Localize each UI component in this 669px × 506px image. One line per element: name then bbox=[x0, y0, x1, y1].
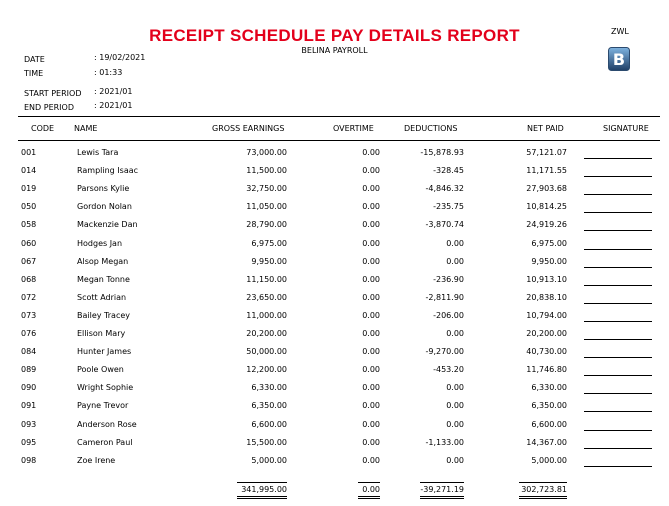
row-net: 20,200.00 bbox=[526, 329, 567, 338]
row-name: Poole Owen bbox=[77, 365, 124, 375]
start-period-value: : 2021/01 bbox=[94, 87, 133, 96]
row-deductions: -1,133.00 bbox=[425, 437, 464, 447]
row-code: 073 bbox=[21, 310, 37, 320]
date-label: DATE bbox=[24, 55, 45, 64]
total-gross-underline-2 bbox=[237, 498, 287, 499]
row-code: 001 bbox=[21, 148, 37, 157]
signature-line bbox=[584, 321, 652, 322]
total-overtime-underline-2 bbox=[358, 498, 380, 499]
row-deductions: 0.00 bbox=[446, 238, 464, 248]
row-code: 098 bbox=[21, 455, 37, 465]
row-name: Hunter James bbox=[77, 347, 132, 357]
table-row bbox=[0, 239, 669, 257]
table-row bbox=[0, 166, 669, 184]
total-gross-rule bbox=[237, 482, 287, 483]
signature-line bbox=[584, 339, 652, 340]
row-deductions: 0.00 bbox=[446, 329, 464, 338]
row-name: Zoe Irene bbox=[77, 455, 116, 465]
col-header-deductions: DEDUCTIONS bbox=[404, 124, 458, 133]
row-overtime: 0.00 bbox=[362, 437, 380, 447]
row-overtime: 0.00 bbox=[362, 256, 380, 266]
row-deductions: 0.00 bbox=[446, 401, 464, 411]
table-row bbox=[0, 202, 669, 220]
logo-letter: B bbox=[612, 50, 626, 69]
table-row bbox=[0, 365, 669, 383]
total-overtime: 0.00 bbox=[362, 485, 380, 494]
row-deductions: -236.90 bbox=[433, 274, 464, 284]
signature-line bbox=[584, 212, 652, 213]
row-name: Anderson Rose bbox=[77, 419, 137, 429]
signature-line bbox=[584, 267, 652, 268]
date-value: : 19/02/2021 bbox=[94, 53, 146, 62]
row-code: 067 bbox=[21, 256, 37, 266]
row-name: Megan Tonne bbox=[77, 274, 130, 284]
row-deductions: -2,811.90 bbox=[425, 292, 464, 302]
row-gross: 11,050.00 bbox=[246, 202, 287, 212]
row-net: 9,950.00 bbox=[531, 256, 567, 266]
row-net: 6,330.00 bbox=[531, 383, 567, 393]
row-name: Ellison Mary bbox=[77, 329, 126, 338]
row-name: Payne Trevor bbox=[77, 401, 129, 411]
row-gross: 15,500.00 bbox=[246, 437, 287, 447]
total-deductions-underline-1 bbox=[420, 496, 464, 497]
row-code: 090 bbox=[21, 383, 37, 393]
row-net: 11,746.80 bbox=[526, 365, 567, 375]
row-code: 076 bbox=[21, 329, 37, 338]
row-net: 14,367.00 bbox=[526, 437, 567, 447]
total-net: 302,723.81 bbox=[521, 485, 567, 494]
row-gross: 6,975.00 bbox=[251, 238, 287, 248]
end-period-label: END PERIOD bbox=[24, 103, 74, 112]
row-net: 5,000.00 bbox=[531, 455, 567, 465]
currency-label: ZWL bbox=[611, 27, 629, 36]
row-overtime: 0.00 bbox=[362, 401, 380, 411]
row-gross: 5,000.00 bbox=[251, 455, 287, 465]
row-gross: 73,000.00 bbox=[246, 148, 287, 157]
table-row bbox=[0, 329, 669, 347]
col-header-gross: GROSS EARNINGS bbox=[212, 124, 285, 133]
table-row bbox=[0, 184, 669, 202]
row-net: 20,838.10 bbox=[526, 292, 567, 302]
row-gross: 32,750.00 bbox=[246, 184, 287, 194]
row-deductions: 0.00 bbox=[446, 455, 464, 465]
header-top-rule bbox=[18, 116, 660, 117]
row-deductions: -9,270.00 bbox=[425, 347, 464, 357]
row-deductions: 0.00 bbox=[446, 383, 464, 393]
col-header-name: NAME bbox=[74, 124, 98, 133]
row-code: 084 bbox=[21, 347, 37, 357]
row-code: 060 bbox=[21, 238, 37, 248]
row-overtime: 0.00 bbox=[362, 184, 380, 194]
total-net-underline-1 bbox=[519, 496, 567, 497]
total-gross: 341,995.00 bbox=[241, 485, 287, 494]
row-name: Rampling Isaac bbox=[77, 166, 139, 176]
row-name: Parsons Kylie bbox=[77, 184, 130, 194]
row-gross: 11,000.00 bbox=[246, 310, 287, 320]
signature-line bbox=[584, 393, 652, 394]
signature-line bbox=[584, 411, 652, 412]
signature-line bbox=[584, 285, 652, 286]
row-deductions: -453.20 bbox=[433, 365, 464, 375]
total-overtime-underline-1 bbox=[358, 496, 380, 497]
row-gross: 28,790.00 bbox=[246, 220, 287, 230]
row-name: Bailey Tracey bbox=[77, 310, 130, 320]
row-overtime: 0.00 bbox=[362, 419, 380, 429]
row-overtime: 0.00 bbox=[362, 292, 380, 302]
row-name: Alsop Megan bbox=[77, 256, 129, 266]
table-row bbox=[0, 383, 669, 401]
row-code: 089 bbox=[21, 365, 37, 375]
row-net: 10,913.10 bbox=[526, 274, 567, 284]
row-net: 40,730.00 bbox=[526, 347, 567, 357]
total-deductions-rule bbox=[420, 482, 464, 483]
row-overtime: 0.00 bbox=[362, 329, 380, 338]
row-deductions: 0.00 bbox=[446, 419, 464, 429]
table-row bbox=[0, 311, 669, 329]
row-overtime: 0.00 bbox=[362, 166, 380, 176]
row-overtime: 0.00 bbox=[362, 238, 380, 248]
table-row bbox=[0, 420, 669, 438]
row-code: 093 bbox=[21, 419, 37, 429]
row-code: 068 bbox=[21, 274, 37, 284]
row-name: Mackenzie Dan bbox=[77, 220, 138, 230]
row-code: 095 bbox=[21, 437, 37, 447]
signature-line bbox=[584, 303, 652, 304]
signature-line bbox=[584, 176, 652, 177]
col-header-net: NET PAID bbox=[527, 124, 564, 133]
table-row bbox=[0, 293, 669, 311]
table-row bbox=[0, 456, 669, 474]
row-net: 6,975.00 bbox=[531, 238, 567, 248]
total-overtime-rule bbox=[358, 482, 380, 483]
row-name: Hodges Jan bbox=[77, 238, 123, 248]
row-deductions: -235.75 bbox=[433, 202, 464, 212]
row-deductions: -4,846.32 bbox=[425, 184, 464, 194]
table-row bbox=[0, 438, 669, 456]
row-gross: 23,650.00 bbox=[246, 292, 287, 302]
row-deductions: -3,870.74 bbox=[425, 220, 464, 230]
row-net: 10,794.00 bbox=[526, 310, 567, 320]
row-overtime: 0.00 bbox=[362, 365, 380, 375]
row-net: 10,814.25 bbox=[526, 202, 567, 212]
row-overtime: 0.00 bbox=[362, 202, 380, 212]
row-net: 6,600.00 bbox=[531, 419, 567, 429]
table-row bbox=[0, 257, 669, 275]
table-row bbox=[0, 148, 669, 166]
row-name: Cameron Paul bbox=[77, 437, 133, 447]
row-overtime: 0.00 bbox=[362, 274, 380, 284]
row-gross: 9,950.00 bbox=[251, 256, 287, 266]
header-bottom-rule bbox=[18, 140, 660, 141]
total-net-rule bbox=[519, 482, 567, 483]
signature-line bbox=[584, 194, 652, 195]
total-deductions: -39,271.19 bbox=[420, 485, 464, 494]
row-gross: 6,600.00 bbox=[251, 419, 287, 429]
row-gross: 6,330.00 bbox=[251, 383, 287, 393]
signature-line bbox=[584, 466, 652, 467]
row-gross: 11,500.00 bbox=[246, 166, 287, 176]
row-name: Scott Adrian bbox=[77, 292, 127, 302]
col-header-code: CODE bbox=[31, 124, 55, 133]
report-title: RECEIPT SCHEDULE PAY DETAILS REPORT bbox=[149, 26, 520, 45]
row-overtime: 0.00 bbox=[362, 383, 380, 393]
row-code: 014 bbox=[21, 166, 37, 176]
row-code: 091 bbox=[21, 401, 37, 411]
belina-logo-icon bbox=[608, 47, 630, 71]
time-label: TIME bbox=[24, 69, 44, 78]
row-overtime: 0.00 bbox=[362, 310, 380, 320]
total-net-underline-2 bbox=[519, 498, 567, 499]
row-name: Gordon Nolan bbox=[77, 202, 132, 212]
end-period-value: : 2021/01 bbox=[94, 101, 133, 110]
signature-line bbox=[584, 158, 652, 159]
row-code: 072 bbox=[21, 292, 37, 302]
total-gross-underline-1 bbox=[237, 496, 287, 497]
row-code: 050 bbox=[21, 202, 37, 212]
row-deductions: -328.45 bbox=[433, 166, 464, 176]
row-deductions: -206.00 bbox=[433, 310, 464, 320]
row-code: 019 bbox=[21, 184, 37, 194]
row-overtime: 0.00 bbox=[362, 347, 380, 357]
total-deductions-underline-2 bbox=[420, 498, 464, 499]
row-net: 27,903.68 bbox=[526, 184, 567, 194]
row-net: 6,350.00 bbox=[531, 401, 567, 411]
signature-line bbox=[584, 357, 652, 358]
row-gross: 20,200.00 bbox=[246, 329, 287, 338]
report-subtitle: BELINA PAYROLL bbox=[301, 46, 368, 55]
row-deductions: -15,878.93 bbox=[420, 148, 464, 157]
row-gross: 11,150.00 bbox=[246, 274, 287, 284]
table-row bbox=[0, 347, 669, 365]
row-name: Wright Sophie bbox=[77, 383, 134, 393]
signature-line bbox=[584, 375, 652, 376]
signature-line bbox=[584, 230, 652, 231]
row-net: 11,171.55 bbox=[526, 166, 567, 176]
row-overtime: 0.00 bbox=[362, 455, 380, 465]
signature-line bbox=[584, 448, 652, 449]
table-row bbox=[0, 220, 669, 238]
row-overtime: 0.00 bbox=[362, 148, 380, 157]
row-gross: 12,200.00 bbox=[246, 365, 287, 375]
signature-line bbox=[584, 430, 652, 431]
row-code: 058 bbox=[21, 220, 37, 230]
time-value: : 01:33 bbox=[94, 68, 123, 77]
col-header-overtime: OVERTIME bbox=[333, 124, 374, 133]
row-net: 57,121.07 bbox=[526, 148, 567, 157]
signature-line bbox=[584, 249, 652, 250]
table-row bbox=[0, 401, 669, 419]
row-deductions: 0.00 bbox=[446, 256, 464, 266]
row-gross: 6,350.00 bbox=[251, 401, 287, 411]
row-name: Lewis Tara bbox=[77, 148, 119, 157]
col-header-signature: SIGNATURE bbox=[603, 124, 649, 133]
table-row bbox=[0, 275, 669, 293]
row-overtime: 0.00 bbox=[362, 220, 380, 230]
row-gross: 50,000.00 bbox=[246, 347, 287, 357]
row-net: 24,919.26 bbox=[526, 220, 567, 230]
start-period-label: START PERIOD bbox=[24, 89, 82, 98]
